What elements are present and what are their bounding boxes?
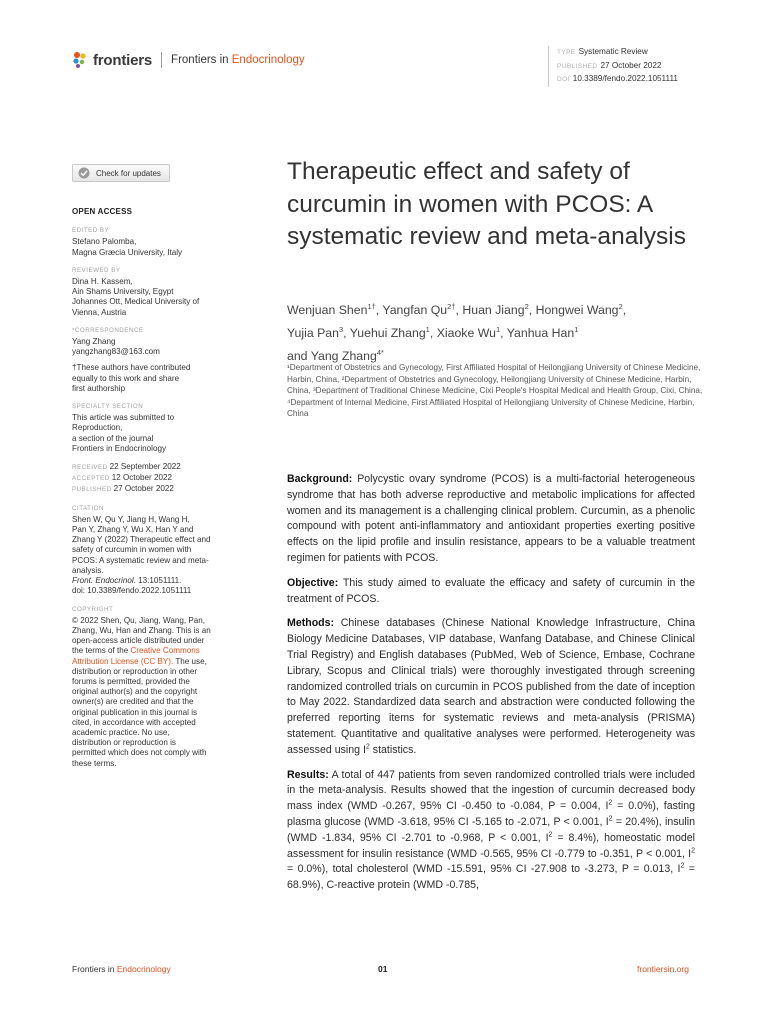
article-meta	[548, 46, 678, 87]
author-name: Yuehui Zhang	[349, 326, 426, 341]
author-name: Yangfan Qu	[382, 303, 448, 318]
citation-line: analysis.	[72, 565, 104, 575]
author-sup: 1	[574, 325, 579, 335]
open-access-label: OPEN ACCESS	[72, 207, 133, 216]
section-text: = 20.4%), insulin (WMD -1.834, 95% CI -2.701 to -0.968, P < 0.001, I	[287, 815, 695, 844]
check-for-updates-label: Check for updates	[96, 168, 161, 178]
copyright-line: distribution or reproduction is	[72, 738, 176, 748]
footer-journal-subject: Endocrinology	[116, 964, 171, 974]
author-name: Xiaoke Wu	[436, 326, 496, 341]
received-date	[72, 462, 244, 473]
copyright-line: owner(s) are credited and that the	[72, 697, 194, 707]
specialty-line: Reproduction,	[72, 423, 123, 433]
citation-line: safety of curcumin in women with	[72, 545, 192, 555]
citation-doi[interactable]: doi: 10.3389/fendo.2022.1051111	[72, 586, 192, 596]
author-sup: 2	[524, 302, 529, 311]
specialty-line: This article was submitted to	[72, 413, 175, 423]
author[interactable]	[350, 326, 430, 340]
journal-name[interactable]	[171, 54, 305, 66]
logo-wordmark: frontiers	[93, 51, 153, 69]
abstract-methods	[287, 616, 695, 758]
frontiers-logo-icon	[72, 51, 88, 69]
abstract-results	[287, 768, 695, 894]
author-separator: ,	[375, 303, 383, 318]
author-sup: 2†	[447, 302, 456, 311]
meta-type-label: TYPE	[557, 49, 576, 56]
page-number: 01	[378, 964, 388, 974]
copyright-line: cited, in accordance with accepted	[72, 717, 196, 727]
author-sup: 1†	[367, 302, 376, 311]
specialty-line: Frontiers in Endocrinology	[72, 443, 167, 453]
note-line: †These authors have contributed	[72, 363, 191, 373]
author-name: Yanhua Han	[506, 326, 575, 341]
citation-journal-line	[72, 576, 244, 586]
author-sup: 1	[425, 325, 430, 335]
footer-journal-prefix: Frontiers in	[72, 964, 117, 974]
copyright-text: the terms of the	[72, 646, 131, 656]
meta-doi-label: DOI	[557, 76, 570, 83]
section-text: = 8.4%), homeostatic model assessment for insulin resistance (WMD -0.565, 95% CI -0.779 to -0.351, P < 0.001, I	[287, 831, 695, 860]
received-label: RECEIVED	[72, 464, 108, 472]
author-sup: 3	[338, 325, 344, 335]
author-separator: ,	[343, 326, 350, 341]
author[interactable]	[437, 326, 500, 340]
author-sup: 4*	[376, 348, 384, 358]
journal-prefix: Frontiers in	[171, 54, 232, 66]
author-separator: ,	[455, 303, 463, 318]
author-name: Wenjuan Shen	[287, 303, 368, 318]
header-divider	[161, 52, 162, 68]
editor-affiliation: Magna Græcia University, Italy	[72, 247, 183, 257]
footer-journal[interactable]	[72, 964, 171, 974]
reviewer-line: Johannes Ott, Medical University of	[72, 297, 200, 307]
crossmark-icon	[78, 167, 90, 179]
specialty-line: a section of the journal	[72, 433, 154, 443]
meta-published-label: PUBLISHED	[557, 62, 598, 70]
affiliations: ¹Department of Obstetrics and Gynecology, First Affiliated Hospital of Heilongjiang University of Chinese Medicine, Harbin, China, ²Department of Obstetrics and Gynecology, Heilongjiang University of Chinese Medicine, Harbin, China, ³Department of Traditional Chinese Medicine, Cixi People's Hospital Medical and Health Group, Cixi, China, ⁴Department of Internal Medicine, First Affiliated Hospital of Heilongjiang University of Chinese Medicine, Harbin, China	[287, 363, 703, 419]
citation-line: PCOS: A systematic review and meta-	[72, 555, 209, 565]
edited-by-label: EDITED BY	[72, 227, 110, 235]
accepted-value: 12 October 2022	[111, 473, 172, 483]
copyright-line: original author(s) and the copyright	[72, 687, 198, 697]
copyright-text: The use,	[173, 656, 207, 666]
article-title: Therapeutic effect and safety of curcumin in women with PCOS: A systematic review and meta-analysis	[287, 158, 686, 250]
superscript: 2	[608, 799, 613, 807]
citation-line: Pan Y, Zhang Y, Wu X, Han Y and	[72, 525, 194, 535]
citation-volume: 13:1051111.	[135, 576, 182, 586]
meta-doi-value[interactable]: 10.3389/fendo.2022.1051111	[572, 74, 678, 83]
copyright-line: distribution or reproduction in other	[72, 666, 198, 676]
meta-published-value: 27 October 2022	[600, 60, 662, 70]
section-text: Polycystic ovary syndrome (PCOS) is a multi-factorial heterogeneous syndrome that has both adverse reproductive and metabolic implications for affected women and its management is a challenging clinical problem. Curcumin, as a phenolic compound with potent anti-inflammatory and antioxidant properties exerting positive effects on the lipid profile and insulin resistance, appears to be a valuable treatment regimen for patients with PCOS.	[287, 473, 695, 564]
abstract-objective	[287, 576, 695, 608]
copyright-label: COPYRIGHT	[72, 605, 114, 613]
author-name: Yujia Pan	[287, 326, 339, 341]
citation-label: CITATION	[72, 504, 104, 512]
note-line: first authorship	[72, 383, 126, 393]
author-separator: ,	[528, 303, 536, 318]
cc-license-link[interactable]: Creative Commons	[130, 646, 200, 656]
citation-line: Zhang Y (2022) Therapeutic effect and	[72, 535, 211, 545]
reviewer-line: Vienna, Austria	[72, 307, 127, 317]
contribution-note	[72, 363, 244, 394]
superscript: 2	[608, 815, 613, 823]
section-text: = 0.0%), fasting plasma glucose (WMD -3.618, 95% CI -5.165 to -2.071, P < 0.001, I	[287, 800, 695, 828]
author-separator: ,	[622, 303, 627, 318]
author-sup: 1	[495, 325, 501, 335]
copyright-line: permitted which does not comply with	[72, 748, 207, 758]
author-separator: ,	[500, 326, 507, 341]
copyright-line: academic practice. No use,	[72, 727, 170, 737]
reviewer-line: Dina H. Kassem,	[72, 277, 133, 287]
author[interactable]	[462, 303, 528, 317]
specialty-section-label: SPECIALTY SECTION	[72, 403, 144, 411]
article-dates	[72, 462, 244, 496]
superscript: 2	[548, 831, 553, 839]
author-name: Hongwei Wang	[535, 303, 619, 318]
correspondence-label: *CORRESPONDENCE	[72, 326, 144, 334]
author-name: Huan Jiang	[462, 303, 525, 318]
superscript: 2	[680, 862, 685, 870]
superscript: 2	[365, 743, 370, 751]
section-text: This study aimed to evaluate the efficacy and safety of curcumin in the treatment of PCOS.	[287, 576, 695, 605]
author[interactable]	[287, 326, 343, 340]
section-text: = 68.9%), C-reactive protein (WMD -0.785,	[287, 863, 695, 892]
copyright-line	[72, 646, 244, 656]
section-label: Background:	[287, 473, 353, 485]
author[interactable]	[382, 303, 455, 317]
copyright-line: open-access article distributed under	[72, 636, 205, 646]
author-list	[287, 297, 707, 366]
author-separator: ,	[429, 326, 437, 341]
copyright-line: forums is permitted, provided the	[72, 676, 190, 686]
editor-name: Stefano Palomba,	[72, 237, 137, 247]
author-name: and Yang Zhang	[287, 349, 377, 364]
reviewer-line: Ain Shams University, Egypt	[72, 287, 174, 297]
section-label: Results:	[287, 768, 329, 781]
section-text: = 0.0%), total cholesterol (WMD -15.591, 95% CI -27.908 to -3.273, P = 0.013, I	[287, 863, 681, 876]
section-text: statistics.	[369, 743, 417, 756]
meta-type	[557, 46, 678, 60]
accepted-date	[72, 473, 244, 484]
copyright-line: these terms.	[72, 758, 117, 768]
author[interactable]	[536, 303, 623, 317]
copyright-line: original publication in this journal is	[72, 707, 198, 717]
cc-by-link[interactable]: Attribution License (CC BY).	[72, 656, 174, 666]
reviewed-by-label: REVIEWED BY	[72, 266, 121, 274]
journal-subject: Endocrinology	[231, 54, 305, 66]
frontiers-logo[interactable]	[72, 51, 305, 69]
accepted-label: ACCEPTED	[72, 475, 110, 483]
author[interactable]	[507, 326, 579, 340]
correspondence-email[interactable]: yangzhang83@163.com	[72, 347, 160, 357]
author-sup: 2	[618, 302, 623, 311]
meta-doi[interactable]	[557, 73, 678, 87]
footer-site-link[interactable]: frontiersin.org	[637, 964, 689, 974]
meta-published	[557, 60, 678, 74]
correspondence-name: Yang Zhang	[72, 337, 116, 347]
abstract-background	[287, 472, 695, 567]
published-label: PUBLISHED	[72, 486, 112, 494]
citation-journal: Front. Endocrinol.	[72, 576, 136, 586]
section-label: Objective:	[287, 576, 339, 589]
citation-line: Shen W, Qu Y, Jiang H, Wang H,	[72, 514, 190, 524]
author[interactable]	[287, 303, 376, 317]
section-label: Methods:	[287, 617, 335, 630]
section-text: Chinese databases (Chinese National Knowledge Infrastructure, China Biology Medicine Databases, VIP database, Wanfang Database, and Chinese Clinical Trial Registry) and English databases (PubMed, Web of Science, Embase, Cochrane Library, Scopus and Clinical trials) were thoroughly investigated through screening randomized controlled trials on curcumin in PCOS published from the date of inception to May 2022. Standardized data search and abstraction were conducted following the preferred reporting items for systematic reviews and meta-analysis (PRISMA) statement. Quantitative and qualitative analyses were performed. Heterogeneity was assessed using I	[287, 617, 695, 756]
meta-type-value: Systematic Review	[578, 47, 648, 56]
article-info-sidebar	[72, 207, 244, 769]
check-for-updates-button[interactable]	[72, 164, 170, 182]
received-value: 22 September 2022	[109, 462, 181, 472]
abstract	[287, 472, 695, 903]
note-line: equally to this work and share	[72, 373, 180, 383]
published-date	[72, 484, 244, 495]
section-text: A total of 447 patients from seven randomized controlled trials were included in the meta-analysis. Results showed that the ingestion of curcumin decreased body mass index (WMD -0.267, 95% CI -0.450 to -0.084, P = 0.004, I	[287, 768, 695, 813]
published-value: 27 October 2022	[113, 484, 174, 494]
copyright-line: © 2022 Shen, Qu, Jiang, Wang, Pan,	[72, 615, 205, 625]
copyright-line: Zhang, Wu, Han and Zhang. This is an	[72, 625, 211, 635]
superscript: 2	[691, 847, 695, 854]
copyright-line	[72, 657, 244, 667]
